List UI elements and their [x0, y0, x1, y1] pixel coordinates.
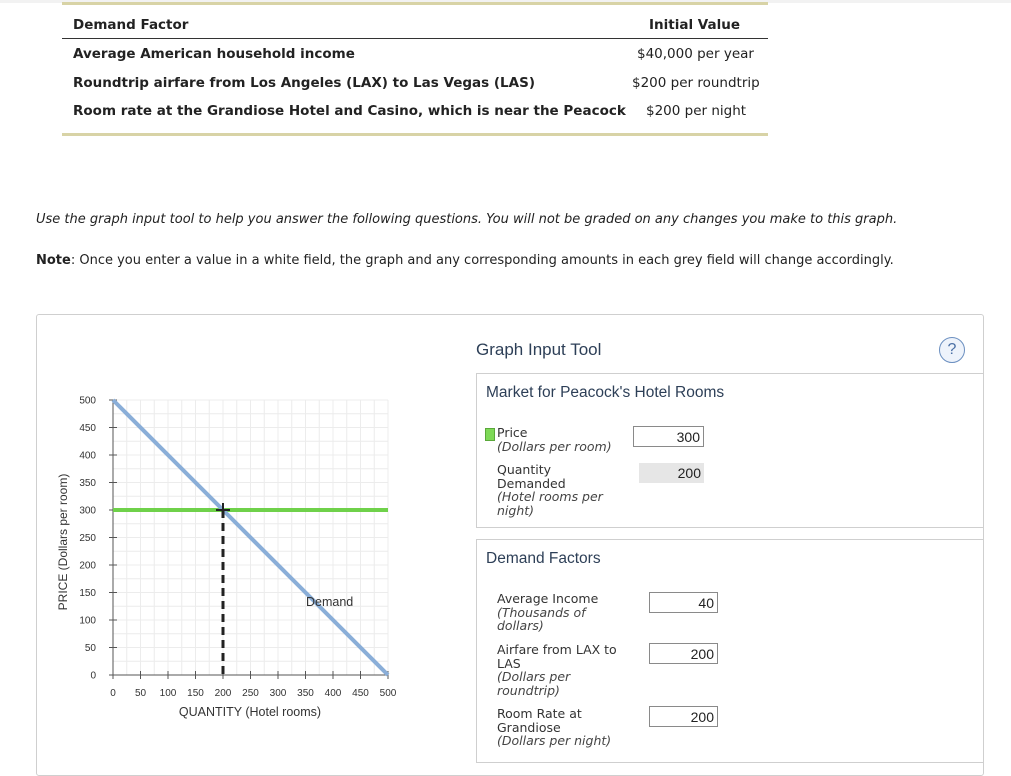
x-tick-label: 350	[297, 688, 314, 699]
quantity-demanded-field: 200	[639, 463, 704, 483]
x-tick-label: 500	[379, 688, 397, 699]
value-cell: $200 per night	[646, 103, 747, 119]
x-tick-label: 150	[187, 688, 204, 699]
y-tick-label: 500	[79, 395, 96, 407]
graph-input-tool-title: Graph Input Tool	[476, 340, 602, 359]
quantity-label-block	[497, 463, 617, 517]
x-tick-label: 450	[352, 688, 369, 699]
airfare-unit: (Dollars per roundtrip)	[497, 669, 571, 698]
x-axis-label: QUANTITY (Hotel rooms)	[178, 705, 322, 719]
quantity-unit: (Hotel rooms per night)	[497, 489, 603, 518]
airfare-label-block	[497, 643, 627, 697]
instructions-text: Use the graph input tool to help you answer the following questions. You will not be graded on any changes you make to this graph.	[36, 212, 898, 227]
room-rate-label-block	[497, 707, 627, 748]
y-tick-label: 400	[79, 450, 96, 462]
income-input[interactable]: 40	[649, 592, 718, 613]
x-tick-label: 50	[134, 688, 147, 699]
income-label: Average Income	[497, 591, 599, 606]
factor-cell: Room rate at the Grandiose Hotel and Casino, which is near the Peacock	[73, 103, 626, 119]
quantity-label: Quantity Demanded	[497, 462, 566, 491]
y-tick-label: 450	[79, 423, 96, 434]
x-tick-label: 0	[110, 688, 116, 699]
help-icon[interactable]: ?	[939, 337, 965, 363]
market-title: Market for Peacock's Hotel Rooms	[486, 384, 725, 401]
price-color-swatch	[485, 428, 495, 441]
income-label-block	[497, 592, 627, 633]
price-label-block	[497, 426, 612, 453]
price-label: Price	[497, 425, 528, 440]
y-tick-label: 150	[79, 588, 96, 599]
room-rate-unit: (Dollars per night)	[497, 733, 612, 748]
y-tick-label: 300	[79, 505, 96, 517]
x-tick-label: 400	[324, 688, 342, 699]
y-tick-label: 200	[79, 560, 96, 572]
x-tick-label: 200	[214, 688, 232, 699]
value-cell: $40,000 per year	[637, 46, 754, 62]
col-header-value: Initial Value	[649, 17, 740, 33]
note-body: : Once you enter a value in a white field, the graph and any corresponding amounts in each grey field will change accordingly.	[70, 253, 894, 268]
y-tick-label: 350	[79, 478, 96, 489]
factor-cell: Average American household income	[73, 46, 355, 62]
value-cell: $200 per roundtrip	[632, 75, 760, 91]
price-input[interactable]: 300	[633, 426, 704, 447]
col-header-factor: Demand Factor	[73, 17, 189, 33]
factor-cell: Roundtrip airfare from Los Angeles (LAX) to Las Vegas (LAS)	[73, 75, 535, 91]
y-tick-label: 250	[79, 533, 96, 544]
room-rate-input[interactable]: 200	[649, 706, 718, 727]
demand-factors-title: Demand Factors	[486, 550, 601, 567]
demand-curve-label: Demand	[306, 595, 354, 609]
airfare-input[interactable]: 200	[649, 643, 718, 664]
x-tick-label: 100	[159, 688, 177, 699]
y-axis-label: PRICE (Dollars per room)	[56, 473, 70, 611]
y-tick-label: 100	[79, 615, 96, 627]
income-unit: (Thousands of dollars)	[497, 604, 586, 633]
airfare-label: Airfare from LAX to LAS	[497, 642, 617, 671]
note-label: Note	[36, 253, 71, 268]
x-tick-label: 250	[242, 688, 259, 699]
x-tick-label: 300	[269, 688, 287, 699]
y-tick-label: 0	[90, 670, 96, 682]
price-unit: (Dollars per room)	[497, 438, 612, 454]
room-rate-label: Room Rate at Grandiose	[497, 706, 582, 735]
y-tick-label: 50	[84, 643, 96, 654]
